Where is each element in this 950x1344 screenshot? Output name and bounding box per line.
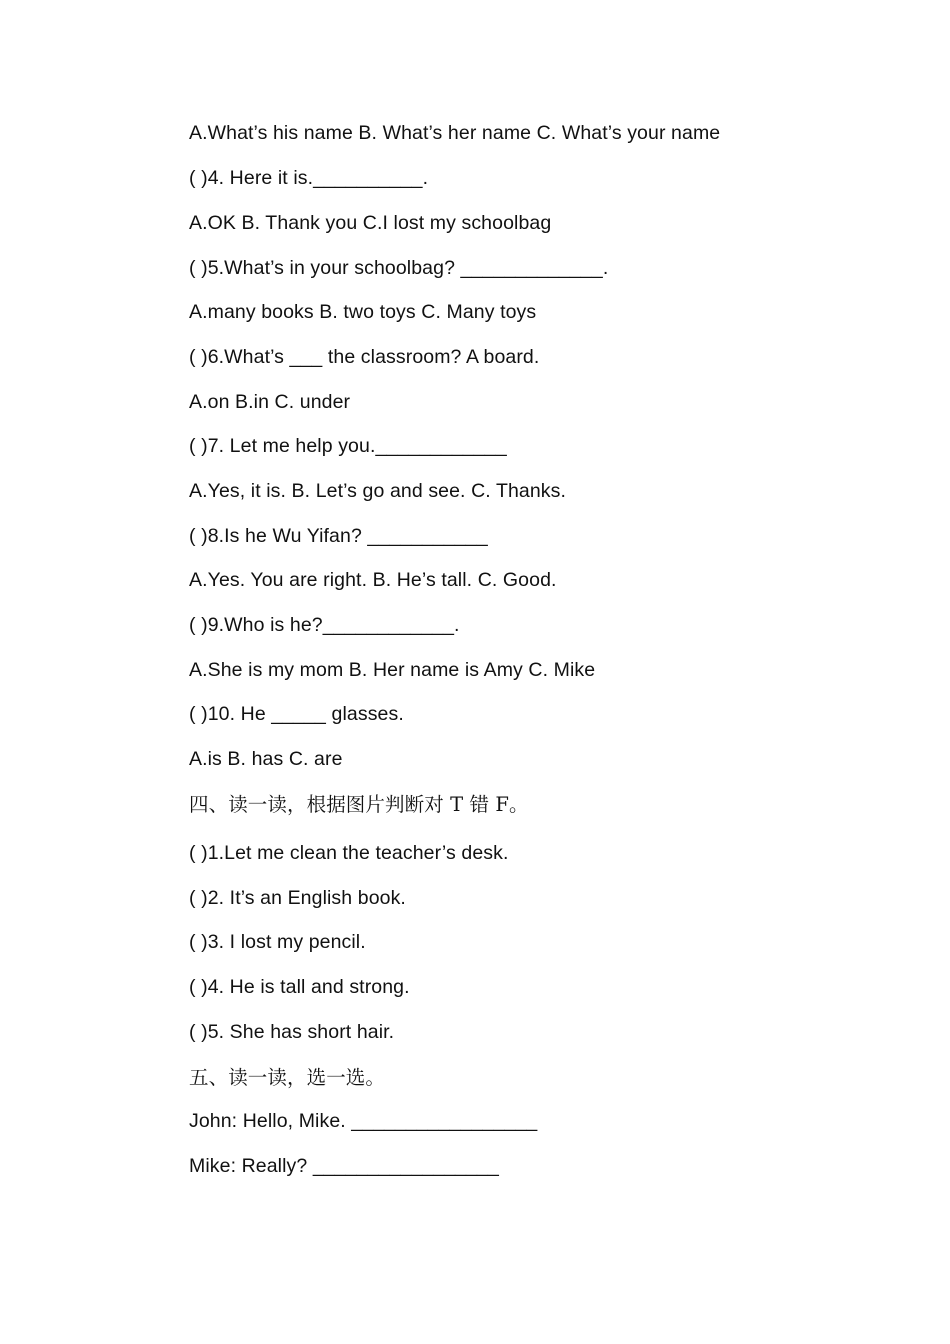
- tf-item-3: ( )3. I lost my pencil.: [189, 931, 366, 953]
- question-6-options: A.on B.in C. under: [189, 391, 351, 413]
- question-9: ( )9.Who is he?____________.: [189, 614, 460, 636]
- question-10-options: A.is B. has C. are: [189, 748, 343, 770]
- section-5-heading: 五、读一读，选一选。: [189, 1066, 386, 1089]
- tf-item-4: ( )4. He is tall and strong.: [189, 976, 410, 998]
- question-5-options: A.many books B. two toys C. Many toys: [189, 301, 537, 323]
- question-8: ( )8.Is he Wu Yifan? ___________: [189, 525, 488, 547]
- question-5: ( )5.What’s in your schoolbag? _____________.: [189, 257, 609, 279]
- question-6: ( )6.What’s ___ the classroom? A board.: [189, 346, 540, 368]
- question-9-options: A.She is my mom B. Her name is Amy C. Mike: [189, 659, 596, 681]
- question-7: ( )7. Let me help you.____________: [189, 435, 507, 457]
- question-4-options: A.OK B. Thank you C.I lost my schoolbag: [189, 212, 552, 234]
- dialogue-line-mike: Mike: Really? _________________: [189, 1155, 499, 1177]
- question-7-options: A.Yes, it is. B. Let’s go and see. C. Thanks.: [189, 480, 567, 502]
- question-4: ( )4. Here it is.__________.: [189, 167, 429, 189]
- question-10: ( )10. He _____ glasses.: [189, 703, 404, 725]
- question-8-options: A.Yes. You are right. B. He’s tall. C. Good.: [189, 569, 557, 591]
- tf-item-1: ( )1.Let me clean the teacher’s desk.: [189, 842, 509, 864]
- tf-item-5: ( )5. She has short hair.: [189, 1021, 395, 1043]
- tf-item-2: ( )2. It’s an English book.: [189, 887, 406, 909]
- dialogue-line-john: John: Hello, Mike. _________________: [189, 1110, 538, 1132]
- section-4-heading: 四、读一读，根据图片判断对 T 错 F。: [189, 793, 529, 816]
- question-3-options: A.What’s his name B. What’s her name C. What’s your name: [189, 122, 721, 144]
